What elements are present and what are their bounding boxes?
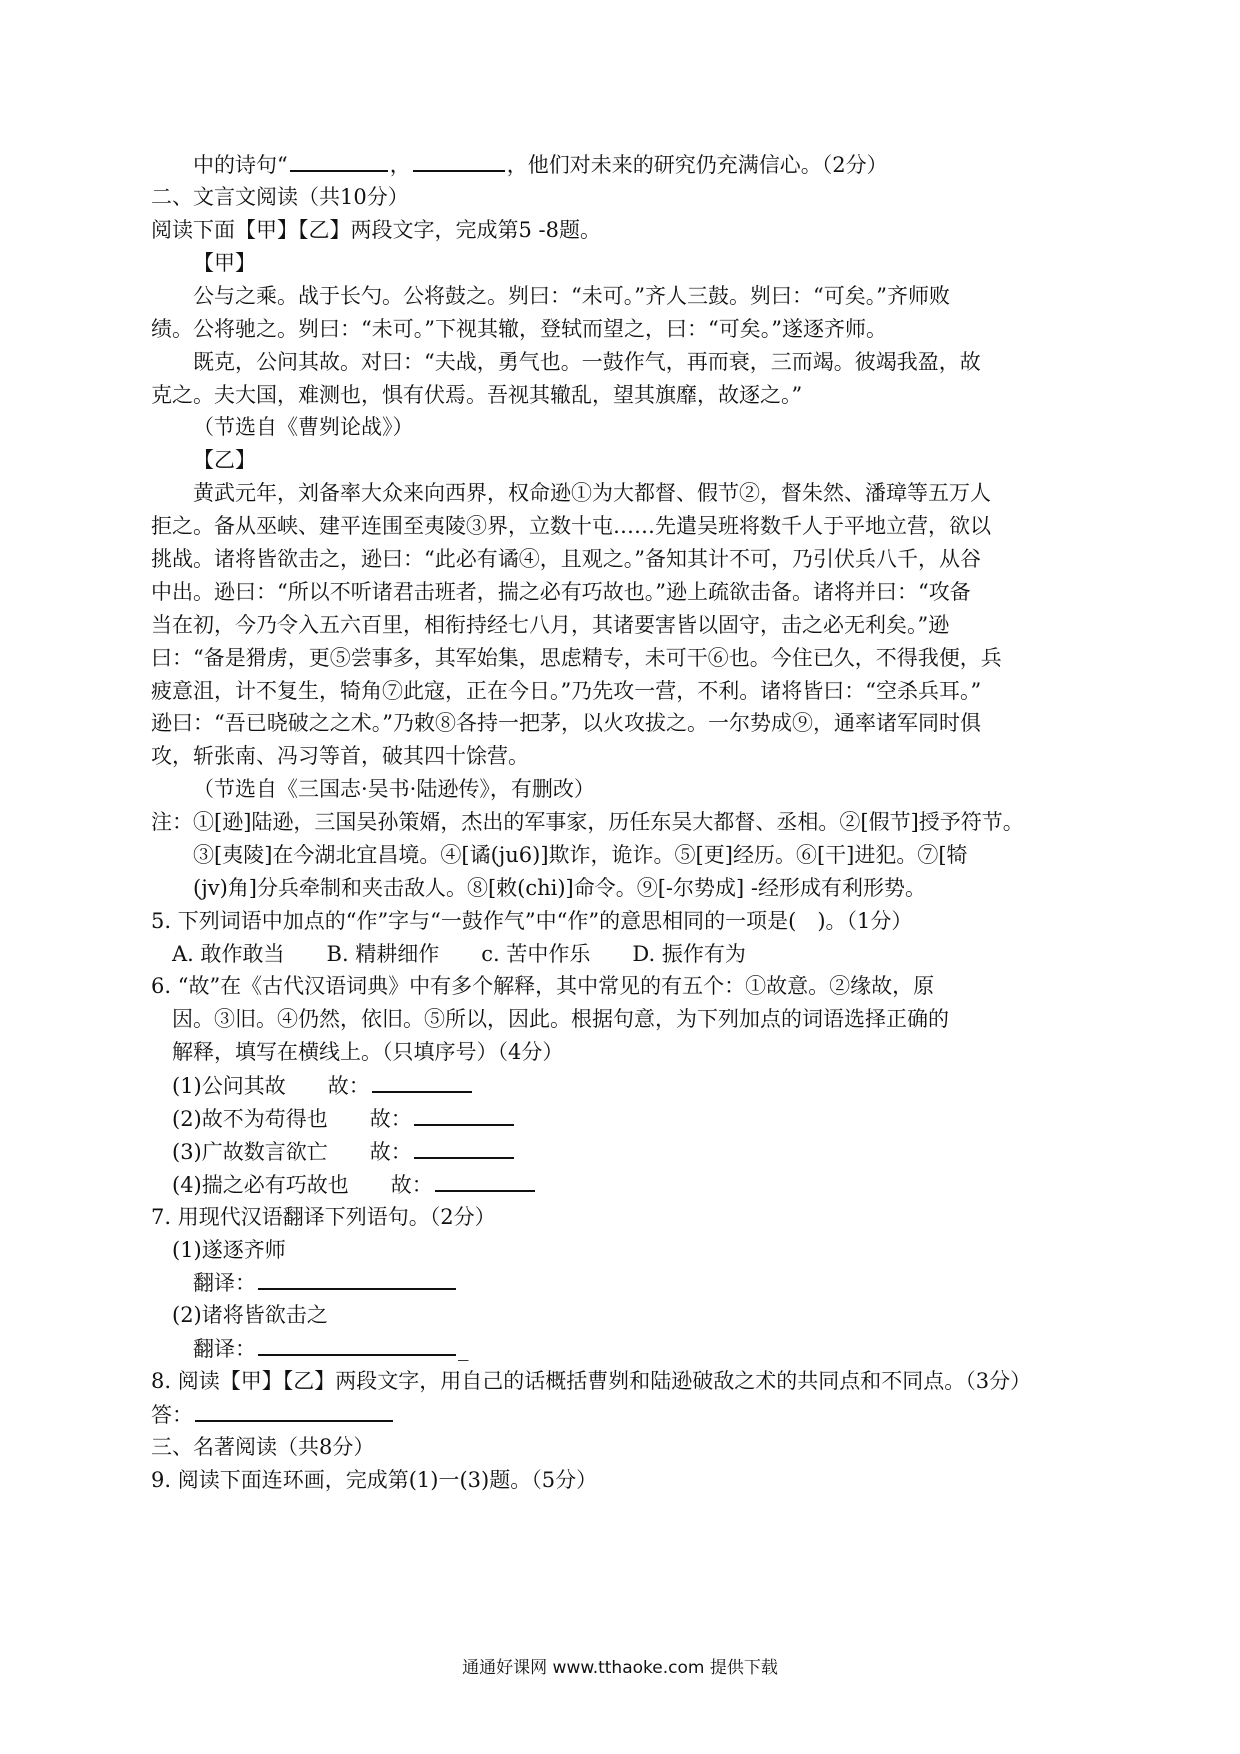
source-note: （节选自《三国志·吴书·陆逊传》，有删改） bbox=[193, 777, 595, 801]
annotation-line: ③[夷陵]在今湖北宜昌境。④[谲(ju6)]欺诈，诡诈。⑤[更]经历。⑥[干]进犯。⑦[犄 bbox=[193, 843, 968, 867]
source-note: （节选自《曹刿论战》） bbox=[193, 415, 414, 439]
section-heading: 三、名著阅读（共8分） bbox=[151, 1435, 375, 1459]
passage-label-jia: 【甲】 bbox=[193, 251, 256, 275]
answer-blank[interactable] bbox=[258, 1334, 456, 1356]
passage-line: 攻，斩张南、冯习等首，破其四十馀营。 bbox=[151, 744, 529, 768]
answer-blank[interactable] bbox=[414, 1104, 514, 1126]
answer-blank[interactable] bbox=[413, 150, 505, 172]
passage-line: 疲意沮，计不复生，犄角⑦此寇，正在今日。”乃先攻一营，不利。诸将皆曰：“空杀兵耳。” bbox=[151, 679, 982, 703]
answer-blank[interactable] bbox=[195, 1400, 393, 1422]
question-6-line: 因。③旧。④仍然，依旧。⑤所以，因此。根据句意，为下列加点的词语选择正确的 bbox=[172, 1007, 949, 1031]
passage-line: 既克，公问其故。对曰：“夫战，勇气也。一鼓作气，再而衰，三而竭。彼竭我盈，故 bbox=[193, 350, 981, 374]
line-01: 中的诗句“ ， ，他们对未来的研究仍充满信心。（2分） bbox=[193, 150, 888, 178]
answer-blank[interactable] bbox=[372, 1071, 472, 1093]
answer-blank[interactable] bbox=[258, 1268, 456, 1290]
question-6-line: 解释，填写在横线上。（只填序号）（4分） bbox=[172, 1040, 564, 1064]
passage-line: 挑战。诸将皆欲击之，逊曰：“此必有谲④，且观之。”备知其计不可，乃引伏兵八千，从谷 bbox=[151, 547, 981, 571]
passage-line: 曰：“备是猾虏，更⑤尝事多，其军始集，思虑精专，未可干⑥也。今住已久，不得我便，兵 bbox=[151, 646, 1002, 670]
passage-line: 当在初，今乃令入五六百里，相衔持经七八月，其诸要害皆以固守，击之必无利矣。”逊 bbox=[151, 613, 950, 637]
passage-line: 黄武元年，刘备率大众来向西界，权命逊①为大都督、假节②，督朱然、潘璋等五万人 bbox=[193, 481, 991, 505]
section-heading: 二、文言文阅读（共10分） bbox=[151, 185, 409, 209]
question-7-answer: 翻译： _ bbox=[193, 1334, 469, 1362]
question-6-item: (1)公问其故 故： bbox=[172, 1071, 474, 1099]
instruction: 阅读下面【甲】【乙】两段文字，完成第5 -8题。 bbox=[151, 218, 601, 242]
passage-line: 拒之。备从巫峡、建平连围至夷陵③界，立数十屯……先遣吴班将数千人于平地立营，欲以 bbox=[151, 514, 991, 538]
answer-blank[interactable] bbox=[414, 1137, 514, 1159]
passage-label-yi: 【乙】 bbox=[193, 448, 256, 472]
question-7-answer: 翻译： bbox=[193, 1268, 458, 1296]
passage-line: 克之。夫大国，难测也，惧有伏焉。吾视其辙乱，望其旗靡，故逐之。” bbox=[151, 383, 803, 407]
passage-line: 公与之乘。战于长勺。公将鼓之。刿曰：“未可。”齐人三鼓。刿曰：“可矣。”齐师败 bbox=[193, 284, 950, 308]
question-6: 6. “故”在《古代汉语词典》中有多个解释，其中常见的有五个：①故意。②缘故，原 bbox=[151, 974, 935, 998]
question-5-options: A. 敢作敢当 B. 精耕细作 c. 苦中作乐 D. 振作有为 bbox=[172, 942, 746, 966]
question-8-answer: 答： bbox=[151, 1400, 395, 1428]
question-6-item: (4)揣之必有巧故也 故： bbox=[172, 1170, 537, 1198]
passage-line: 绩。公将驰之。刿曰：“未可。”下视其辙，登轼而望之，曰：“可矣。”遂逐齐师。 bbox=[151, 317, 887, 341]
page-footer: 通通好课网 www.tthaoke.com 提供下载 bbox=[462, 1658, 778, 1678]
question-7-item: (2)诸将皆欲击之 bbox=[172, 1303, 328, 1327]
question-8: 8. 阅读【甲】【乙】两段文字，用自己的话概括曹刿和陆逊破敌之术的共同点和不同点。（3分） bbox=[151, 1369, 1032, 1393]
question-9: 9. 阅读下面连环画，完成第(1)一(3)题。（5分） bbox=[151, 1468, 598, 1492]
question-7-item: (1)遂逐齐师 bbox=[172, 1238, 286, 1262]
question-6-item: (3)广故数言欲亡 故： bbox=[172, 1137, 516, 1165]
question-6-item: (2)故不为苟得也 故： bbox=[172, 1104, 516, 1132]
answer-blank[interactable] bbox=[435, 1170, 535, 1192]
answer-blank[interactable] bbox=[290, 150, 388, 172]
passage-line: 逊曰：“吾已晓破之之术。”乃敕⑧各持一把茅，以火攻拔之。一尔势成⑨，通率诸军同时俱 bbox=[151, 711, 981, 735]
annotation-line: (jv)角]分兵牵制和夹击敌人。⑧[敕(chi)]命令。⑨[-尔势成] -经形成有利形势。 bbox=[193, 876, 926, 900]
question-7: 7. 用现代汉语翻译下列语句。（2分） bbox=[151, 1205, 496, 1229]
passage-line: 中出。逊曰：“所以不听诸君击班者，揣之必有巧故也。”逊上疏欲击备。诸将并曰：“攻备 bbox=[151, 580, 971, 604]
question-5: 5. 下列词语中加点的“作”字与“一鼓作气”中“作”的意思相同的一项是( )。（1分） bbox=[151, 909, 913, 933]
annotation-line: 注：①[逊]陆逊，三国吴孙策婿，杰出的军事家，历任东吴大都督、丞相。②[假节]授予符节。 bbox=[151, 810, 1024, 834]
